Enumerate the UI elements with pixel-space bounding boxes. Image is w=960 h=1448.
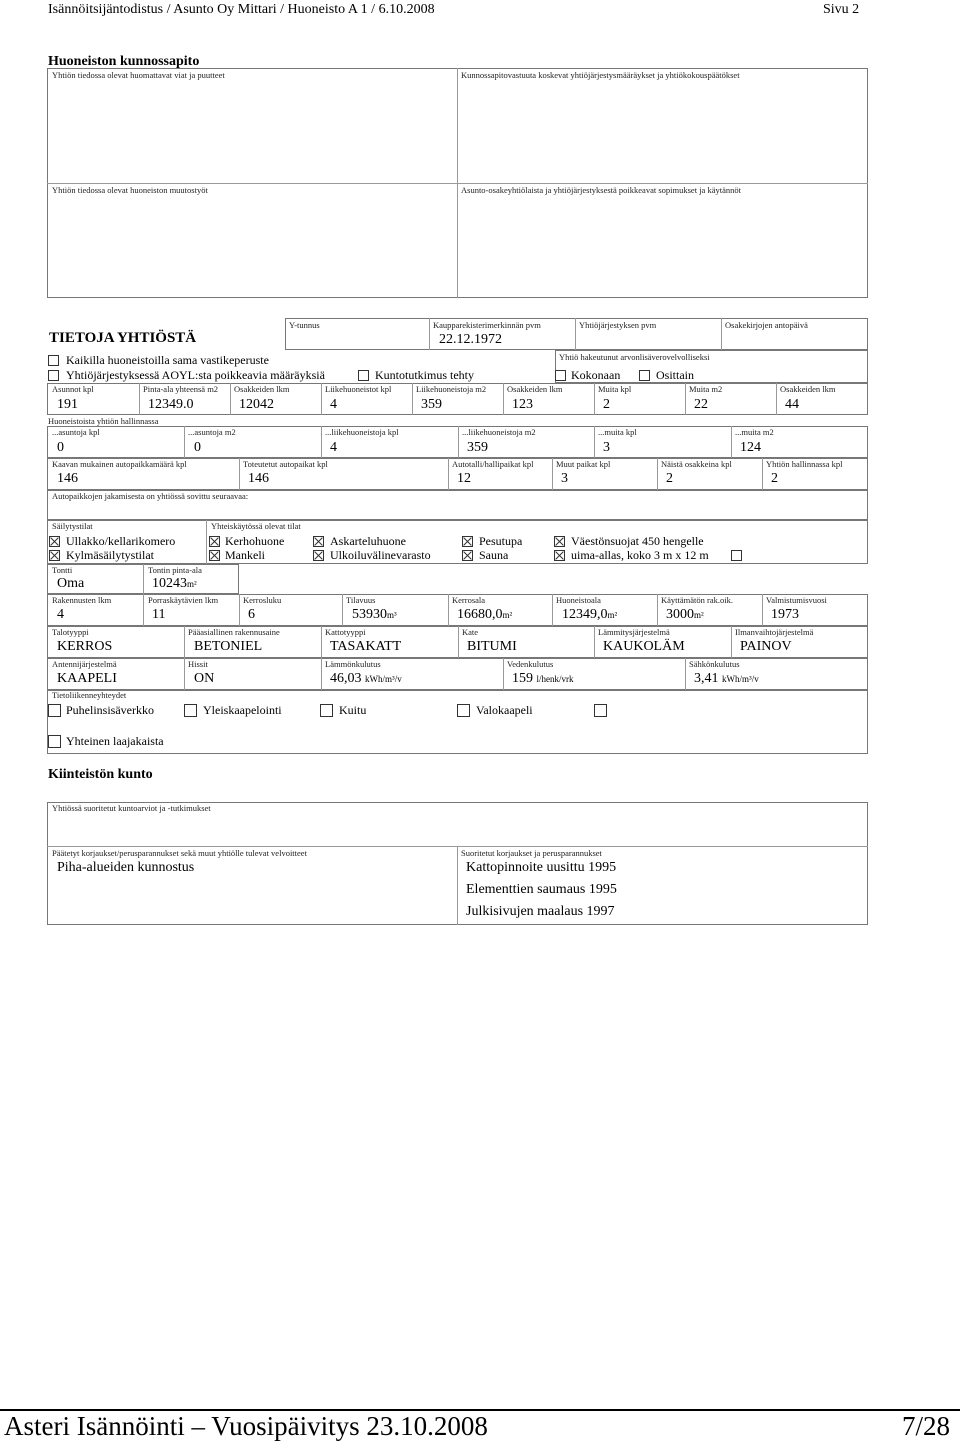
page-number: Sivu 2 xyxy=(823,2,860,17)
value-tilavuus: 53930m³ xyxy=(352,607,397,622)
label-kaava-autopaikat: Kaavan mukainen autopaikkamäärä kpl xyxy=(52,459,187,469)
label-osakekirjat: Osakekirjojen antopäivä xyxy=(725,320,808,330)
unit-m3: m³ xyxy=(387,610,397,620)
text-ullakko: Ullakko/kellarikomero xyxy=(66,534,176,548)
label-suoritetut-korjaukset: Suoritetut korjaukset ja perusparannukset xyxy=(461,848,602,858)
footer-page: 7/28 xyxy=(902,1411,951,1441)
label-h-muita-m2: ...muita m2 xyxy=(735,427,774,437)
label-muita-m2: Muita m2 xyxy=(689,384,723,394)
checkbox-kuntotutkimus[interactable] xyxy=(358,370,369,381)
label-kuntoarviot: Yhtiössä suoritetut kuntoarviot ja -tutkimukset xyxy=(52,803,211,813)
unit-m2-tontti: m² xyxy=(187,579,197,589)
value-h-liike-kpl: 4 xyxy=(330,440,337,455)
text-uima-allas: uima-allas, koko 3 m x 12 m xyxy=(571,548,709,562)
label-muut-paikat: Muut paikat kpl xyxy=(556,459,611,469)
value-kate: BITUMI xyxy=(467,639,517,654)
value-osakkeet-3: 44 xyxy=(785,397,799,412)
label-h-asuntoja-kpl: ...asuntoja kpl xyxy=(52,427,100,437)
tietoliikenne-box xyxy=(47,690,868,754)
value-osakkeet-1: 12042 xyxy=(239,397,274,412)
label-asunnot-kpl: Asunnot kpl xyxy=(52,384,94,394)
label-autotalli: Autotalli/hallipaikat kpl xyxy=(452,459,534,469)
value-rakennukset: 4 xyxy=(57,607,64,622)
text-mankeli: Mankeli xyxy=(225,548,265,562)
text-vaestonsuojat: Väestönsuojat 450 hengelle xyxy=(571,534,704,548)
checkbox-valokaapeli[interactable] xyxy=(457,704,470,717)
value-talotyyppi: KERROS xyxy=(57,639,113,654)
label-porraskaytavat: Porraskäytävien lkm xyxy=(148,595,219,605)
value-kattotyyppi: TASAKATT xyxy=(330,639,402,654)
label-tilavuus: Tilavuus xyxy=(346,595,376,605)
label-kayttamaton-rakoik: Käyttämätön rak.oik. xyxy=(661,595,733,605)
label-yhtion-hallinnassa: Yhtiön hallinnassa kpl xyxy=(766,459,843,469)
section-title-yhtio: TIETOJA YHTIÖSTÄ xyxy=(49,330,197,346)
checkbox-kuitu[interactable] xyxy=(320,704,333,717)
value-asunnot-kpl: 191 xyxy=(57,397,78,412)
label-liikehuoneistot-kpl: Liikehuoneistot kpl xyxy=(325,384,392,394)
label-yhtiojarjestys: Yhtiöjärjestyksen pvm xyxy=(579,320,657,330)
label-kate: Kate xyxy=(462,627,479,637)
value-h-liike-m2: 359 xyxy=(467,440,488,455)
value-kayttamaton-rakoik: 3000m² xyxy=(666,607,704,622)
checkbox-sauna[interactable] xyxy=(462,550,473,561)
checkbox-vaestonsuojat[interactable] xyxy=(554,536,565,547)
value-autotalli: 12 xyxy=(457,471,471,486)
text-kuitu: Kuitu xyxy=(339,703,367,717)
checkbox-kylmasailytys[interactable] xyxy=(49,550,60,561)
unit-vedenkulutus: l/henk/vrk xyxy=(536,674,574,684)
text-yleiskaapelointi: Yleiskaapelointi xyxy=(203,703,282,717)
unit-lammonkulutus: kWh/m³/v xyxy=(365,674,402,684)
footer-title: Asteri Isännöinti – Vuosipäivitys 23.10.2008 xyxy=(4,1411,488,1441)
checkbox-tietoliikenne-extra[interactable] xyxy=(594,704,607,717)
value-kerrosluku: 6 xyxy=(248,607,255,622)
value-tontin-pinta-ala: 10243m² xyxy=(152,576,197,591)
value-vedenkulutus: 159 l/henk/vrk xyxy=(512,671,574,686)
label-huoneistoala: Huoneistoala xyxy=(556,595,601,605)
label-sailytystilat: Säilytystilat xyxy=(52,521,93,531)
label-kattotyyppi: Kattotyyppi xyxy=(325,627,366,637)
text-askarteluhuone: Askarteluhuone xyxy=(330,534,406,548)
checkbox-uima-allas[interactable] xyxy=(554,550,565,561)
section-title-kiinteisto: Kiinteistön kunto xyxy=(48,767,153,782)
label-kerrosala: Kerrosala xyxy=(452,595,486,605)
label-osakkeet-3: Osakkeiden lkm xyxy=(780,384,836,394)
checkbox-extra-tila[interactable] xyxy=(731,550,742,561)
text-kokonaan: Kokonaan xyxy=(571,368,621,382)
text-laajakaista: Yhteinen laajakaista xyxy=(66,734,164,748)
label-tietoliikenne: Tietoliikenneyhteydet xyxy=(52,690,127,700)
value-pinta-ala: 12349.0 xyxy=(148,397,194,412)
label-muutostyot: Yhtiön tiedossa olevat huoneiston muutostyöt xyxy=(52,185,208,195)
checkbox-mankeli[interactable] xyxy=(209,550,220,561)
value-muita-m2: 22 xyxy=(694,397,708,412)
label-muita-kpl: Muita kpl xyxy=(598,384,632,394)
text-pesutupa: Pesutupa xyxy=(479,534,523,548)
unit-m2-rakoik: m² xyxy=(694,610,704,620)
value-liikehuoneistot-kpl: 4 xyxy=(330,397,337,412)
checkbox-puhelinsisaverkko[interactable] xyxy=(48,704,61,717)
checkbox-kerhohuone[interactable] xyxy=(209,536,220,547)
label-osakkeet-1: Osakkeiden lkm xyxy=(234,384,290,394)
label-lammitys: Lämmitysjärjestelmä xyxy=(598,627,670,637)
document-header-title: Isännöitsijäntodistus / Asunto Oy Mittari / Huoneisto A 1 / 6.10.2008 xyxy=(48,2,435,17)
label-kunnossapitovastuu: Kunnossapitovastuuta koskevat yhtiöjärjestysmääräykset ja yhtiökokouspäätökset xyxy=(461,70,740,80)
label-alv: Yhtiö hakeutunut arvonlisäverovelvolliseksi xyxy=(559,352,710,362)
value-yhtion-hallinnassa: 2 xyxy=(771,471,778,486)
value-osakkeina: 2 xyxy=(666,471,673,486)
label-osakkeina: Näistä osakkeina kpl xyxy=(661,459,732,469)
value-huoneistoala: 12349,0m² xyxy=(562,607,618,622)
label-toteutetut-autopaikat: Toteutetut autopaikat kpl xyxy=(243,459,328,469)
checkbox-vastikeperuste[interactable] xyxy=(48,355,59,366)
label-ilmanvaihto: Ilmanvaihtojärjestelmä xyxy=(735,627,814,637)
label-valmistumisvuosi: Valmistumisvuosi xyxy=(766,595,827,605)
label-hallinnassa: Huoneistoista yhtiön hallinnassa xyxy=(48,416,159,426)
unit-sahkonkulutus: kWh/m³/v xyxy=(722,674,759,684)
label-viat: Yhtiön tiedossa olevat huomattavat viat ja puutteet xyxy=(52,70,225,80)
label-hissit: Hissit xyxy=(188,659,208,669)
label-h-muita-kpl: ...muita kpl xyxy=(598,427,637,437)
label-lammonkulutus: Lämmönkulutus xyxy=(325,659,381,669)
label-rakennukset: Rakennusten lkm xyxy=(52,595,112,605)
label-tontti: Tontti xyxy=(52,565,73,575)
value-lammitys: KAUKOLÄM xyxy=(603,639,685,654)
label-h-asuntoja-m2: ...asuntoja m2 xyxy=(188,427,236,437)
label-h-liike-m2: ...liikehuoneistoja m2 xyxy=(462,427,536,437)
checkbox-ulkoiluvalinevarasto[interactable] xyxy=(313,550,324,561)
checkbox-ullakko[interactable] xyxy=(49,536,60,547)
text-osittain: Osittain xyxy=(656,368,694,382)
value-muut-paikat: 3 xyxy=(561,471,568,486)
unit-m2-kerrosala: m² xyxy=(502,610,513,620)
value-toteutetut-autopaikat: 146 xyxy=(248,471,269,486)
label-antenni: Antennijärjestelmä xyxy=(52,659,117,669)
text-puhelinsisaverkko: Puhelinsisäverkko xyxy=(66,703,154,717)
value-muita-kpl: 2 xyxy=(603,397,610,412)
label-pinta-ala: Pinta-ala yhteensä m2 xyxy=(143,384,219,394)
value-rakennusaine: BETONIEL xyxy=(194,639,263,654)
text-kylmasailytys: Kylmäsäilytystilat xyxy=(66,548,154,562)
value-kaupparekisteri: 22.12.1972 xyxy=(439,332,502,347)
value-ilmanvaihto: PAINOV xyxy=(740,639,792,654)
value-tontti: Oma xyxy=(57,576,85,591)
text-kuntotutkimus: Kuntotutkimus tehty xyxy=(375,368,474,382)
label-paatetyt-korjaukset: Päätetyt korjaukset/perusparannukset sekä muut yhtiölle tulevat velvoitteet xyxy=(52,848,307,858)
text-aoyl: Yhtiöjärjestyksessä AOYL:sta poikkeavia määräyksiä xyxy=(66,368,325,382)
label-ytunnus: Y-tunnus xyxy=(289,320,320,330)
checkbox-pesutupa[interactable] xyxy=(462,536,473,547)
label-kaupparekisteri: Kaupparekisterimerkinnän pvm xyxy=(433,320,541,330)
value-h-muita-kpl: 3 xyxy=(603,440,610,455)
value-porraskaytavat: 11 xyxy=(152,607,166,622)
label-vedenkulutus: Vedenkulutus xyxy=(507,659,554,669)
checkbox-yleiskaapelointi[interactable] xyxy=(184,704,197,717)
value-antenni: KAAPELI xyxy=(57,671,117,686)
label-rakennusaine: Pääasiallinen rakennusaine xyxy=(188,627,280,637)
label-autopaikat-sopimus: Autopaikkojen jakamisesta on yhtiössä sovittu seuraavaa: xyxy=(52,491,249,501)
value-paatetyt-korjaukset: Piha-alueiden kunnostus xyxy=(57,860,195,875)
label-osakkeet-2: Osakkeiden lkm xyxy=(507,384,563,394)
label-liikehuoneistot-m2: Liikehuoneistoja m2 xyxy=(416,384,487,394)
checkbox-kokonaan[interactable] xyxy=(555,370,566,381)
label-yhteistilat: Yhteiskäytössä olevat tilat xyxy=(211,521,301,531)
label-kerrosluku: Kerrosluku xyxy=(243,595,282,605)
checkbox-aoyl[interactable] xyxy=(48,370,59,381)
value-osakkeet-2: 123 xyxy=(512,397,533,412)
text-valokaapeli: Valokaapeli xyxy=(476,703,533,717)
value-valmistumisvuosi: 1973 xyxy=(771,607,799,622)
label-sahkonkulutus: Sähkönkulutus xyxy=(689,659,740,669)
value-suoritettu-korjaus-1: Kattopinnoite uusittu 1995 xyxy=(466,860,617,875)
value-suoritettu-korjaus-2: Elementtien saumaus 1995 xyxy=(466,882,617,897)
checkbox-askarteluhuone[interactable] xyxy=(313,536,324,547)
unit-m2-huoneistoala: m² xyxy=(607,610,618,620)
label-tontin-pinta-ala: Tontin pinta-ala xyxy=(148,565,202,575)
value-h-asuntoja-m2: 0 xyxy=(194,440,201,455)
label-h-liike-kpl: ...liikehuoneistoja kpl xyxy=(325,427,399,437)
value-lammonkulutus: 46,03 kWh/m³/v xyxy=(330,671,402,686)
value-suoritettu-korjaus-3: Julkisivujen maalaus 1997 xyxy=(466,904,615,919)
label-sopimukset: Asunto-osakeyhtiölaista ja yhtiöjärjestyksestä poikkeavat sopimukset ja käytännöt xyxy=(461,185,741,195)
label-talotyyppi: Talotyyppi xyxy=(52,627,89,637)
value-kaava-autopaikat: 146 xyxy=(57,471,78,486)
value-kerrosala: 16680,0m² xyxy=(457,607,513,622)
section-title-kunnossapito: Huoneiston kunnossapito xyxy=(48,54,200,69)
checkbox-osittain[interactable] xyxy=(639,370,650,381)
text-kerhohuone: Kerhohuone xyxy=(225,534,285,548)
value-h-muita-m2: 124 xyxy=(740,440,761,455)
value-hissit: ON xyxy=(194,671,215,686)
text-ulkoiluvalinevarasto: Ulkoiluvälinevarasto xyxy=(330,548,431,562)
value-sahkonkulutus: 3,41 kWh/m³/v xyxy=(694,671,759,686)
text-vastikeperuste: Kaikilla huoneistoilla sama vastikeperuste xyxy=(66,353,269,367)
value-liikehuoneistot-m2: 359 xyxy=(421,397,442,412)
text-sauna: Sauna xyxy=(479,548,509,562)
checkbox-laajakaista[interactable] xyxy=(48,735,61,748)
value-h-asuntoja-kpl: 0 xyxy=(57,440,64,455)
